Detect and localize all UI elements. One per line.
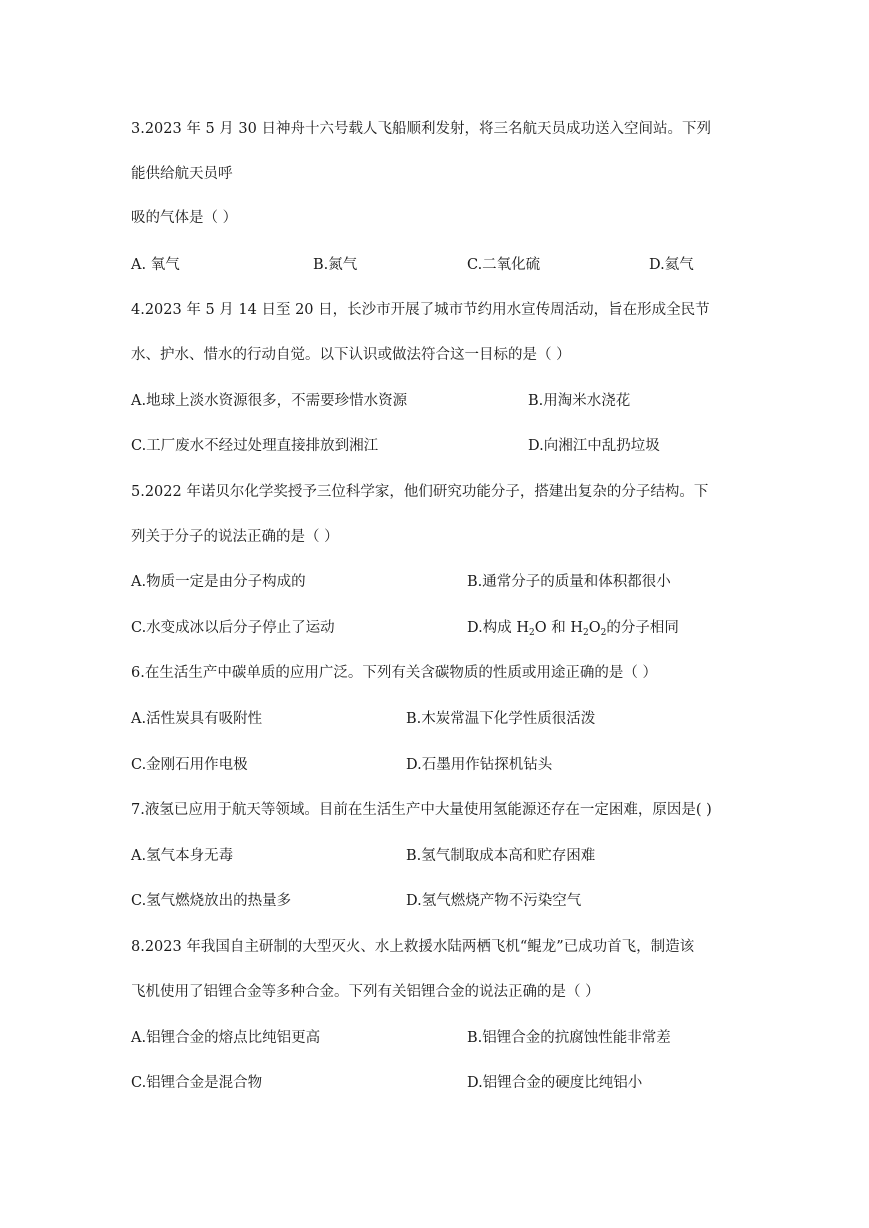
q5-option-b: B.通常分子的质量和体积都很小 xyxy=(467,574,671,590)
q8-stem-line2: 飞机使用了铝锂合金等多种合金。下列有关铝锂合金的说法正确的是（ ） xyxy=(131,984,600,1000)
q7-option-b: B.氢气制取成本高和贮存困难 xyxy=(406,848,596,864)
q4-option-d: D.向湘江中乱扔垃圾 xyxy=(528,438,660,454)
q6-option-b: B.木炭常温下化学性质很活泼 xyxy=(406,711,596,727)
q5-option-c: C.水变成冰以后分子停止了运动 xyxy=(131,620,335,636)
q8-stem-line1: 8.2023 年我国自主研制的大型灭火、水上救援水陆两栖飞机“鲲龙”已成功首飞，制造该 xyxy=(131,939,695,955)
q5-stem-line2: 列关于分子的说法正确的是（ ） xyxy=(131,529,339,545)
q7-option-a: A.氢气本身无毒 xyxy=(131,848,234,864)
q3-stem-line2: 能供给航天员呼 xyxy=(131,166,233,182)
q6-option-c: C.金刚石用作电极 xyxy=(131,757,248,773)
q8-option-d: D.铝锂合金的硬度比纯铝小 xyxy=(467,1075,643,1091)
q4-option-c: C.工厂废水不经过处理直接排放到湘江 xyxy=(131,438,379,454)
q5-stem-line1: 5.2022 年诺贝尔化学奖授予三位科学家，他们研究功能分子，搭建出复杂的分子结构。下 xyxy=(131,484,709,500)
q8-option-a: A.铝锂合金的熔点比纯铝更高 xyxy=(131,1030,321,1046)
q3-stem-line1: 3.2023 年 5 月 30 日神舟十六号载人飞船顺利发射，将三名航天员成功送入空间站。下列 xyxy=(131,121,711,137)
q3-option-c: C.二氧化硫 xyxy=(467,257,541,273)
q8-option-c: C.铝锂合金是混合物 xyxy=(131,1075,263,1091)
q5-option-a: A.物质一定是由分子构成的 xyxy=(131,574,306,590)
q5-option-d: D.构成 $H_2O$ 和 $H_2O_2$的分子相同 xyxy=(467,620,679,638)
q3-option-a: A. 氧气 xyxy=(131,257,180,273)
q6-stem-line1: 6.在生活生产中碳单质的应用广泛。下列有关含碳物质的性质或用途正确的是（ ） xyxy=(131,665,657,681)
q7-option-c: C.氢气燃烧放出的热量多 xyxy=(131,893,292,909)
q7-option-d: D.氢气燃烧产物不污染空气 xyxy=(406,893,582,909)
q4-stem-line1: 4.2023 年 5 月 14 日至 20 日，长沙市开展了城市节约用水宣传周活动，旨在形成全民节 xyxy=(131,302,710,318)
q3-option-d: D.氦气 xyxy=(649,257,694,273)
q3-stem-line3: 吸的气体是（ ） xyxy=(131,210,238,226)
q8-option-b: B.铝锂合金的抗腐蚀性能非常差 xyxy=(467,1030,671,1046)
q7-stem-line1: 7.液氢已应用于航天等领域。目前在生活生产中大量使用氢能源还存在一定困难，原因是( ) xyxy=(131,802,712,818)
q6-option-a: A.活性炭具有吸附性 xyxy=(131,711,263,727)
q4-stem-line2: 水、护水、惜水的行动自觉。以下认识或做法符合这一目标的是（ ） xyxy=(131,347,571,363)
q3-option-b: B.氮气 xyxy=(313,257,358,273)
q4-option-b: B.用淘米水浇花 xyxy=(528,393,631,409)
q6-option-d: D.石墨用作钻探机钻头 xyxy=(406,757,553,773)
q4-option-a: A.地球上淡水资源很多，不需要珍惜水资源 xyxy=(131,393,408,409)
